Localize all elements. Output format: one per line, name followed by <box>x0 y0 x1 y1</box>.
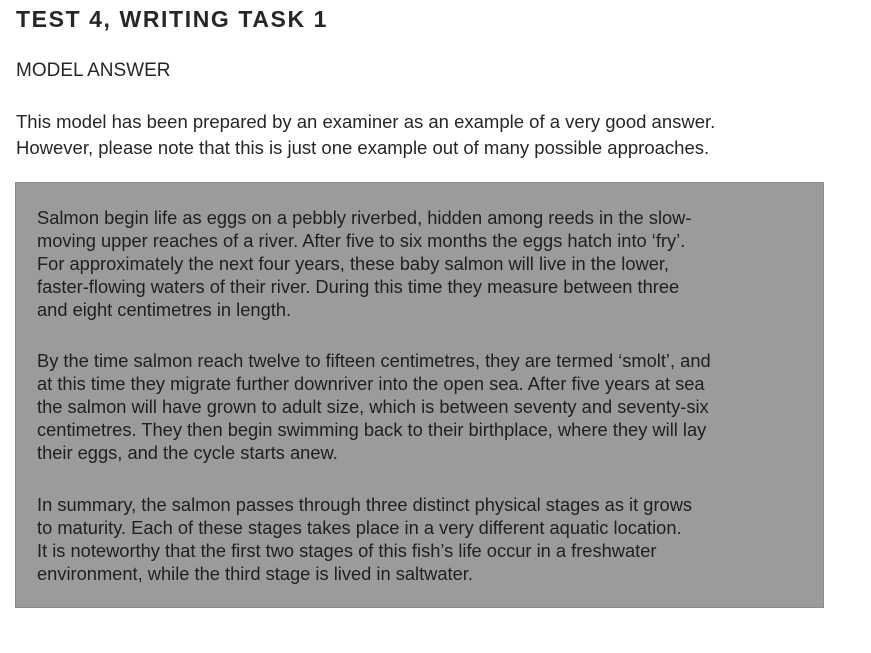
intro-line: This model has been prepared by an examiner as an example of a very good answer. <box>16 111 716 132</box>
answer-paragraph-3 <box>37 493 692 585</box>
answer-line: moving upper reaches of a river. After five to six months the eggs hatch into ‘fry’. <box>37 230 686 251</box>
model-answer-heading: MODEL ANSWER <box>16 60 171 81</box>
answer-line: faster-flowing waters of their river. During this time they measure between three <box>37 276 680 297</box>
answer-paragraph-2 <box>37 349 711 464</box>
answer-line: In summary, the salmon passes through three distinct physical stages as it grows <box>37 494 693 515</box>
answer-line: It is noteworthy that the first two stages of this fish’s life occur in a freshwater <box>37 540 657 561</box>
answer-line: their eggs, and the cycle starts anew. <box>37 442 338 463</box>
answer-line: to maturity. Each of these stages takes place in a very different aquatic location. <box>37 517 682 538</box>
model-answer-box <box>15 182 824 608</box>
page-title: TEST 4, WRITING TASK 1 <box>16 6 329 32</box>
answer-line: at this time they migrate further downriver into the open sea. After five years at sea <box>37 373 705 394</box>
intro-line: However, please note that this is just one example out of many possible approaches. <box>16 137 710 158</box>
answer-line: Salmon begin life as eggs on a pebbly riverbed, hidden among reeds in the slow- <box>37 207 692 228</box>
intro-text <box>16 109 846 161</box>
answer-paragraph-1 <box>37 206 691 321</box>
answer-line: By the time salmon reach twelve to fifteen centimetres, they are termed ‘smolt’, and <box>37 350 711 371</box>
answer-line: For approximately the next four years, these baby salmon will live in the lower, <box>37 253 670 274</box>
answer-line: and eight centimetres in length. <box>37 299 292 320</box>
answer-line: centimetres. They then begin swimming back to their birthplace, where they will lay <box>37 419 707 440</box>
answer-line: environment, while the third stage is lived in saltwater. <box>37 563 473 584</box>
answer-line: the salmon will have grown to adult size, which is between seventy and seventy-six <box>37 396 709 417</box>
